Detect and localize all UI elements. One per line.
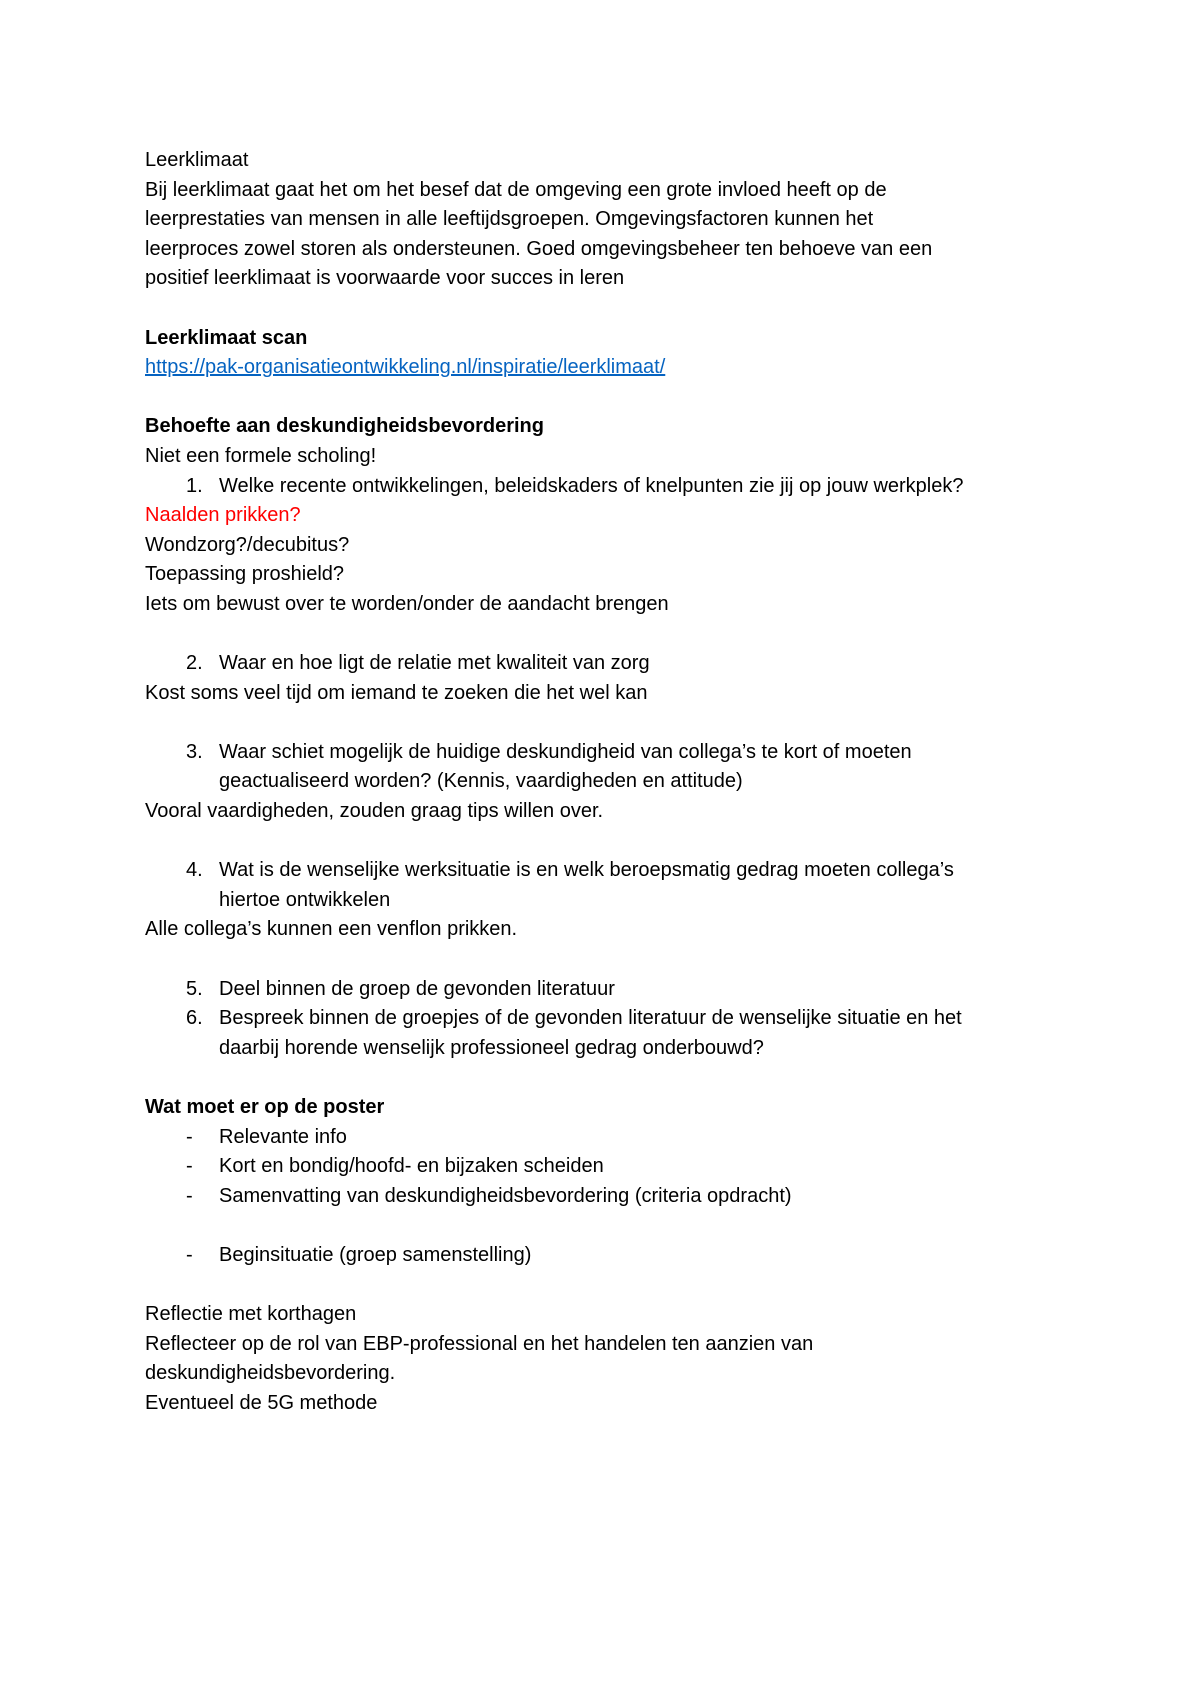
reflect-heading: Reflectie met korthagen: [145, 1303, 357, 1326]
spacer: [145, 1271, 1065, 1301]
answer-1-highlight: Naalden prikken?: [145, 504, 301, 527]
poster-item-text: Relevante info: [219, 1125, 347, 1148]
need-heading: Behoefte aan deskundigheidsbevordering: [145, 415, 544, 438]
poster-item: [145, 1241, 1065, 1271]
reflect-line-1: Reflecteer op de rol van EBP-professional en het handelen ten aanzien van: [145, 1332, 814, 1355]
bullet-dash: -: [186, 1155, 193, 1178]
intro-line-2: leerprestaties van mensen in alle leeftijdsgroepen. Omgevingsfactoren kunnen het: [145, 208, 874, 231]
question-5: [145, 975, 1065, 1005]
answer-2: Kost soms veel tijd om iemand te zoeken die het wel kan: [145, 681, 648, 704]
question-text-line-1: Wat is de wenselijke werksituatie is en welk beroepsmatig gedrag moeten collega’s: [219, 859, 954, 882]
spacer: [145, 383, 1065, 413]
question-text: Welke recente ontwikkelingen, beleidskaders of knelpunten zie jij op jouw werkplek?: [219, 474, 964, 497]
poster-item: [145, 1182, 1065, 1212]
question-text: Deel binnen de groep de gevonden literatuur: [219, 977, 615, 1000]
reflect-line-2: deskundigheidsbevordering.: [145, 1362, 396, 1385]
question-1: [145, 472, 1065, 502]
intro-line-4: positief leerklimaat is voorwaarde voor succes in leren: [145, 267, 625, 290]
question-2: [145, 649, 1065, 679]
question-text-line-1: Bespreek binnen de groepjes of de gevonden literatuur de wenselijke situatie en het: [219, 1007, 962, 1030]
document-page: [145, 146, 1065, 1419]
answer-1-line-1: Wondzorg?/decubitus?: [145, 533, 350, 556]
spacer: [145, 708, 1065, 738]
reflect-line-3: Eventueel de 5G methode: [145, 1391, 378, 1414]
poster-heading: Wat moet er op de poster: [145, 1096, 385, 1118]
question-text-line-2: hiertoe ontwikkelen: [219, 888, 391, 911]
question-3: [145, 738, 1065, 797]
doc-title: Leerklimaat: [145, 149, 249, 171]
question-number: 1.: [186, 474, 203, 497]
scan-heading: Leerklimaat scan: [145, 326, 308, 349]
question-text-line-1: Waar schiet mogelijk de huidige deskundigheid van collega’s te kort of moeten: [219, 740, 912, 763]
bullet-dash: -: [186, 1243, 193, 1266]
spacer: [145, 294, 1065, 324]
question-text-line-2: daarbij horende wenselijk professioneel gedrag onderbouwd?: [219, 1036, 764, 1059]
spacer: [145, 827, 1065, 857]
poster-item: [145, 1123, 1065, 1153]
question-number: 2.: [186, 652, 203, 675]
question-text: Waar en hoe ligt de relatie met kwaliteit van zorg: [219, 652, 650, 675]
answer-1-line-3: Iets om bewust over te worden/onder de aandacht brengen: [145, 592, 669, 615]
question-4: [145, 856, 1065, 915]
spacer: [145, 945, 1065, 975]
poster-item-text: Kort en bondig/hoofd- en bijzaken scheiden: [219, 1155, 604, 1178]
poster-item-text: Samenvatting van deskundigheidsbevordering (criteria opdracht): [219, 1184, 792, 1207]
poster-item: [145, 1152, 1065, 1182]
spacer: [145, 1063, 1065, 1093]
intro-line-1: Bij leerklimaat gaat het om het besef dat de omgeving een grote invloed heeft op de: [145, 178, 887, 201]
question-number: 6.: [186, 1007, 203, 1030]
question-number: 3.: [186, 740, 203, 763]
scan-link[interactable]: https://pak-organisatieontwikkeling.nl/inspiratie/leerklimaat/: [145, 356, 666, 379]
answer-3: Vooral vaardigheden, zouden graag tips willen over.: [145, 800, 604, 823]
spacer: [145, 620, 1065, 650]
question-6: [145, 1004, 1065, 1063]
question-text-line-2: geactualiseerd worden? (Kennis, vaardigheden en attitude): [219, 770, 743, 793]
bullet-dash: -: [186, 1125, 193, 1148]
answer-1-line-2: Toepassing proshield?: [145, 563, 345, 586]
bullet-dash: -: [186, 1184, 193, 1207]
question-number: 4.: [186, 859, 203, 882]
question-number: 5.: [186, 977, 203, 1000]
intro-line-3: leerproces zowel storen als ondersteunen. Goed omgevingsbeheer ten behoeve van een: [145, 237, 933, 260]
answer-4: Alle collega’s kunnen een venflon prikken.: [145, 918, 518, 941]
need-subtitle: Niet een formele scholing!: [145, 444, 377, 467]
poster-item-text: Beginsituatie (groep samenstelling): [219, 1243, 532, 1266]
spacer: [145, 1211, 1065, 1241]
